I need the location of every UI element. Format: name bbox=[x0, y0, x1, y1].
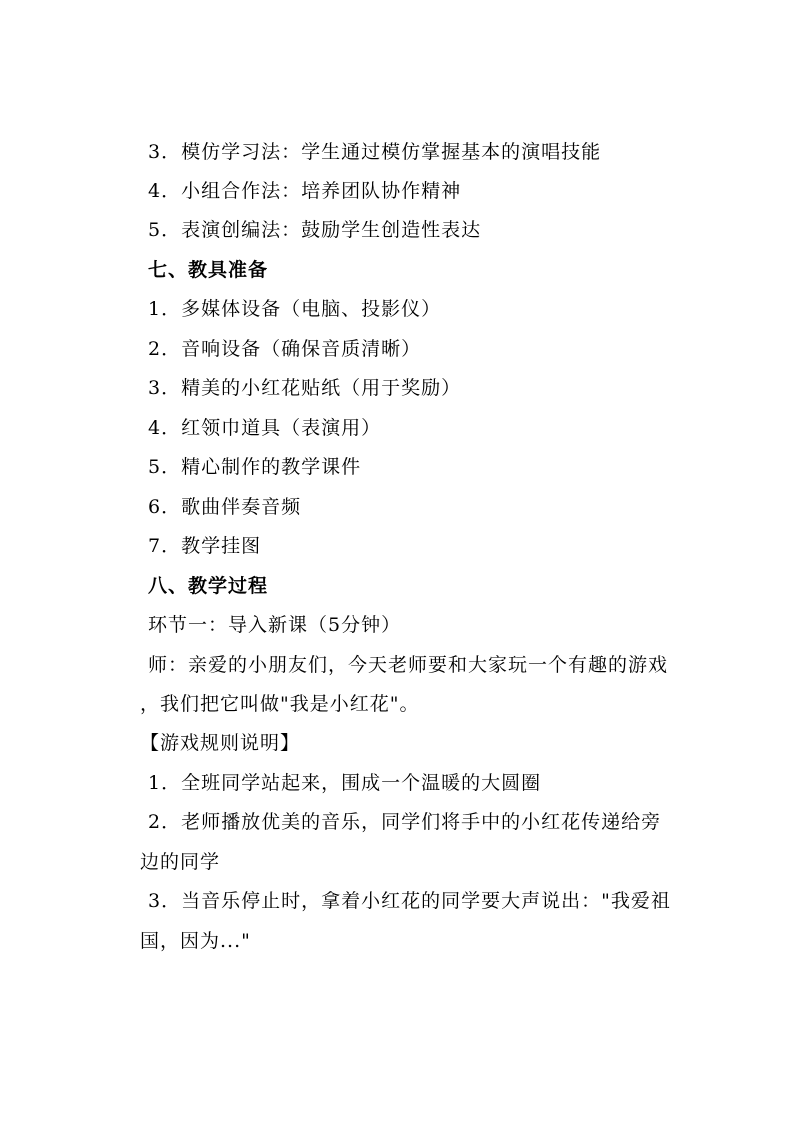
step-1-title: 环节一：导入新课（5分钟） bbox=[148, 614, 402, 636]
rules-title: 【游戏规则说明】 bbox=[140, 732, 301, 754]
equipment-item-7: 7．教学挂图 bbox=[148, 535, 262, 557]
equipment-item-4: 4．红领巾道具（表演用） bbox=[148, 417, 382, 439]
equipment-item-6: 6．歌曲伴奏音频 bbox=[148, 496, 302, 518]
method-item-4: 4．小组合作法：培养团队协作精神 bbox=[148, 180, 462, 202]
equipment-item-3: 3．精美的小红花贴纸（用于奖励） bbox=[148, 377, 462, 399]
equipment-item-1: 1．多媒体设备（电脑、投影仪） bbox=[148, 298, 442, 320]
section-7-heading: 七、教具准备 bbox=[148, 259, 269, 281]
rule-3-line-2: 国，因为..." bbox=[140, 930, 251, 952]
rule-3-line-1: 3．当音乐停止时，拿着小红花的同学要大声说出："我爱祖 bbox=[148, 890, 671, 912]
teacher-line-2: ，我们把它叫做"我是小红花"。 bbox=[140, 693, 420, 715]
equipment-item-2: 2．音响设备（确保音质清晰） bbox=[148, 338, 422, 360]
section-8-heading: 八、教学过程 bbox=[148, 575, 269, 597]
rule-2-line-2: 边的同学 bbox=[140, 851, 221, 873]
rule-1: 1．全班同学站起来，围成一个温暖的大圆圈 bbox=[148, 772, 542, 794]
teacher-line-1: 师：亲爱的小朋友们，今天老师要和大家玩一个有趣的游戏 bbox=[148, 654, 669, 676]
method-item-5: 5．表演创编法：鼓励学生创造性表达 bbox=[148, 219, 482, 241]
method-item-3: 3．模仿学习法：学生通过模仿掌握基本的演唱技能 bbox=[148, 141, 602, 163]
equipment-item-5: 5．精心制作的教学课件 bbox=[148, 456, 362, 478]
rule-2-line-1: 2．老师播放优美的音乐，同学们将手中的小红花传递给旁 bbox=[148, 811, 662, 833]
